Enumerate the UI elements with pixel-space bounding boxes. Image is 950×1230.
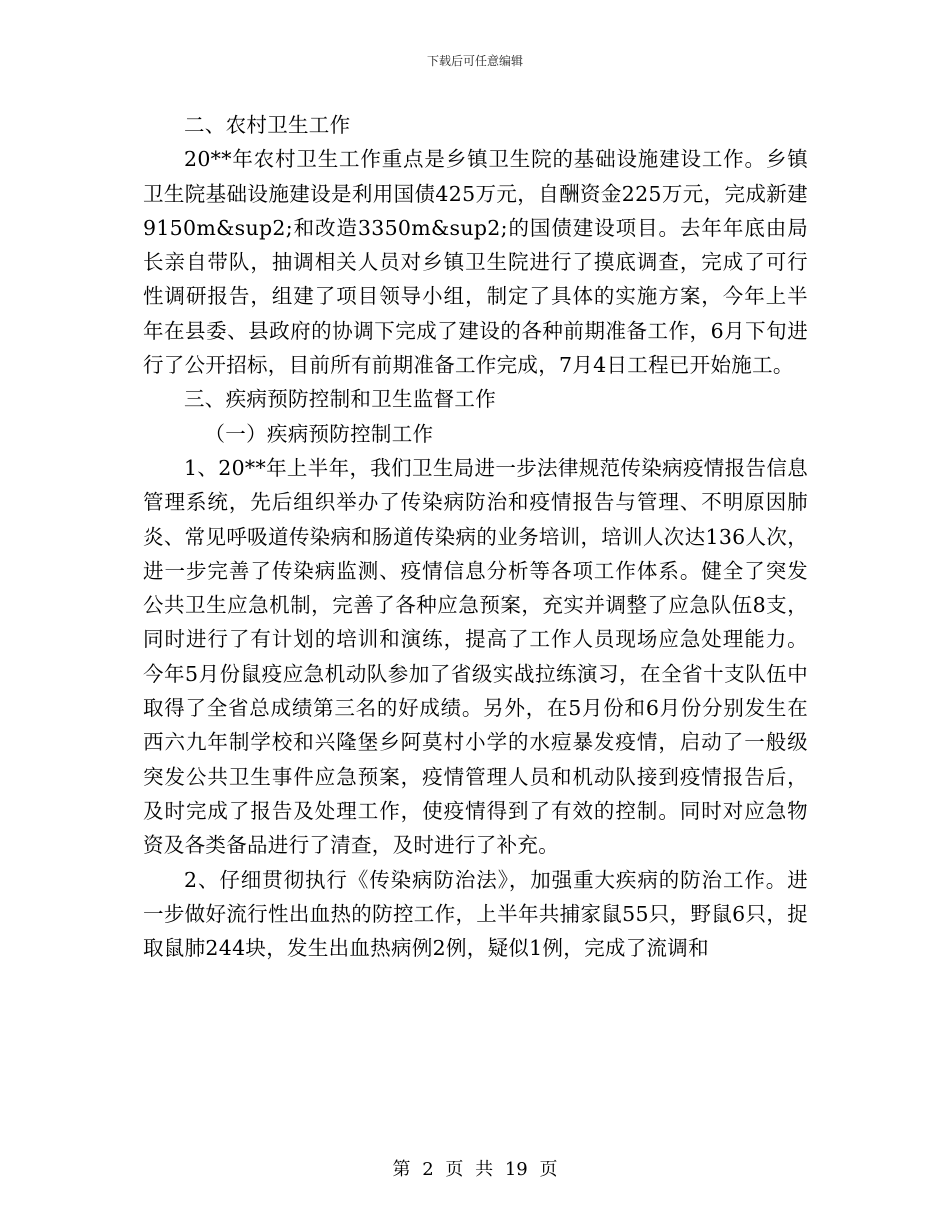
section-heading-disease-control: 三、疾病预防控制和卫生监督工作 bbox=[184, 387, 496, 412]
document-body bbox=[143, 108, 808, 965]
page-footer-number: 第 2 页 共 19 页 bbox=[392, 1159, 558, 1180]
paragraph-rural-health: 20**年农村卫生工作重点是乡镇卫生院的基础设施建设工作。乡镇卫生院基础设施建设是利用国债425万元，自酬资金225万元，完成新建9150m&sup2;和改造3350m&sup2;的国债建设项目。去年年底由局长亲自带队，抽调相关人员对乡镇卫生院进行了摸底调查，完成了可行性调研报告，组建了项目领导小组，制定了具体的实施方案，今年上半年在县委、县政府的协调下完成了建设的各种前期准备工作，6月下旬进行了公开招标，目前所有前期准备工作完成，7月4日工程已开始施工。 bbox=[143, 147, 808, 378]
paragraph-disease-prevention-2: 2、仔细贯彻执行《传染病防治法》，加强重大疾病的防治工作。进一步做好流行性出血热的防控工作，上半年共捕家鼠55只，野鼠6只，捉取鼠肺244块，发生出血热病例2例，疑似1例，完成了流调和 bbox=[143, 867, 808, 961]
paragraph-disease-prevention-1: 1、20**年上半年，我们卫生局进一步法律规范传染病疫情报告信息管理系统，先后组织举办了传染病防治和疫情报告与管理、不明原因肺炎、常见呼吸道传染病和肠道传染病的业务培训，培训人次达136人次，进一步完善了传染病监测、疫情信息分析等各项工作体系。健全了突发公共卫生应急机制，完善了各种应急预案，充实并调整了应急队伍8支，同时进行了有计划的培训和演练，提高了工作人员现场应急处理能力。今年5月份鼠疫应急机动队参加了省级实战拉练演习，在全省十支队伍中取得了全省总成绩第三名的好成绩。另外，在5月份和6月份分别发生在西六九年制学校和兴隆堡乡阿莫村小学的水痘暴发疫情，启动了一般级突发公共卫生事件应急预案，疫情管理人员和机动队接到疫情报告后，及时完成了报告及处理工作，使疫情得到了有效的控制。同时对应急物资及各类备品进行了清查，及时进行了补充。 bbox=[143, 455, 808, 858]
page-header-note: 下载后可任意编辑 bbox=[426, 54, 523, 68]
section-heading-rural-health: 二、农村卫生工作 bbox=[184, 113, 351, 137]
subsection-heading-disease-prevention: （一）疾病预防控制工作 bbox=[204, 421, 434, 446]
